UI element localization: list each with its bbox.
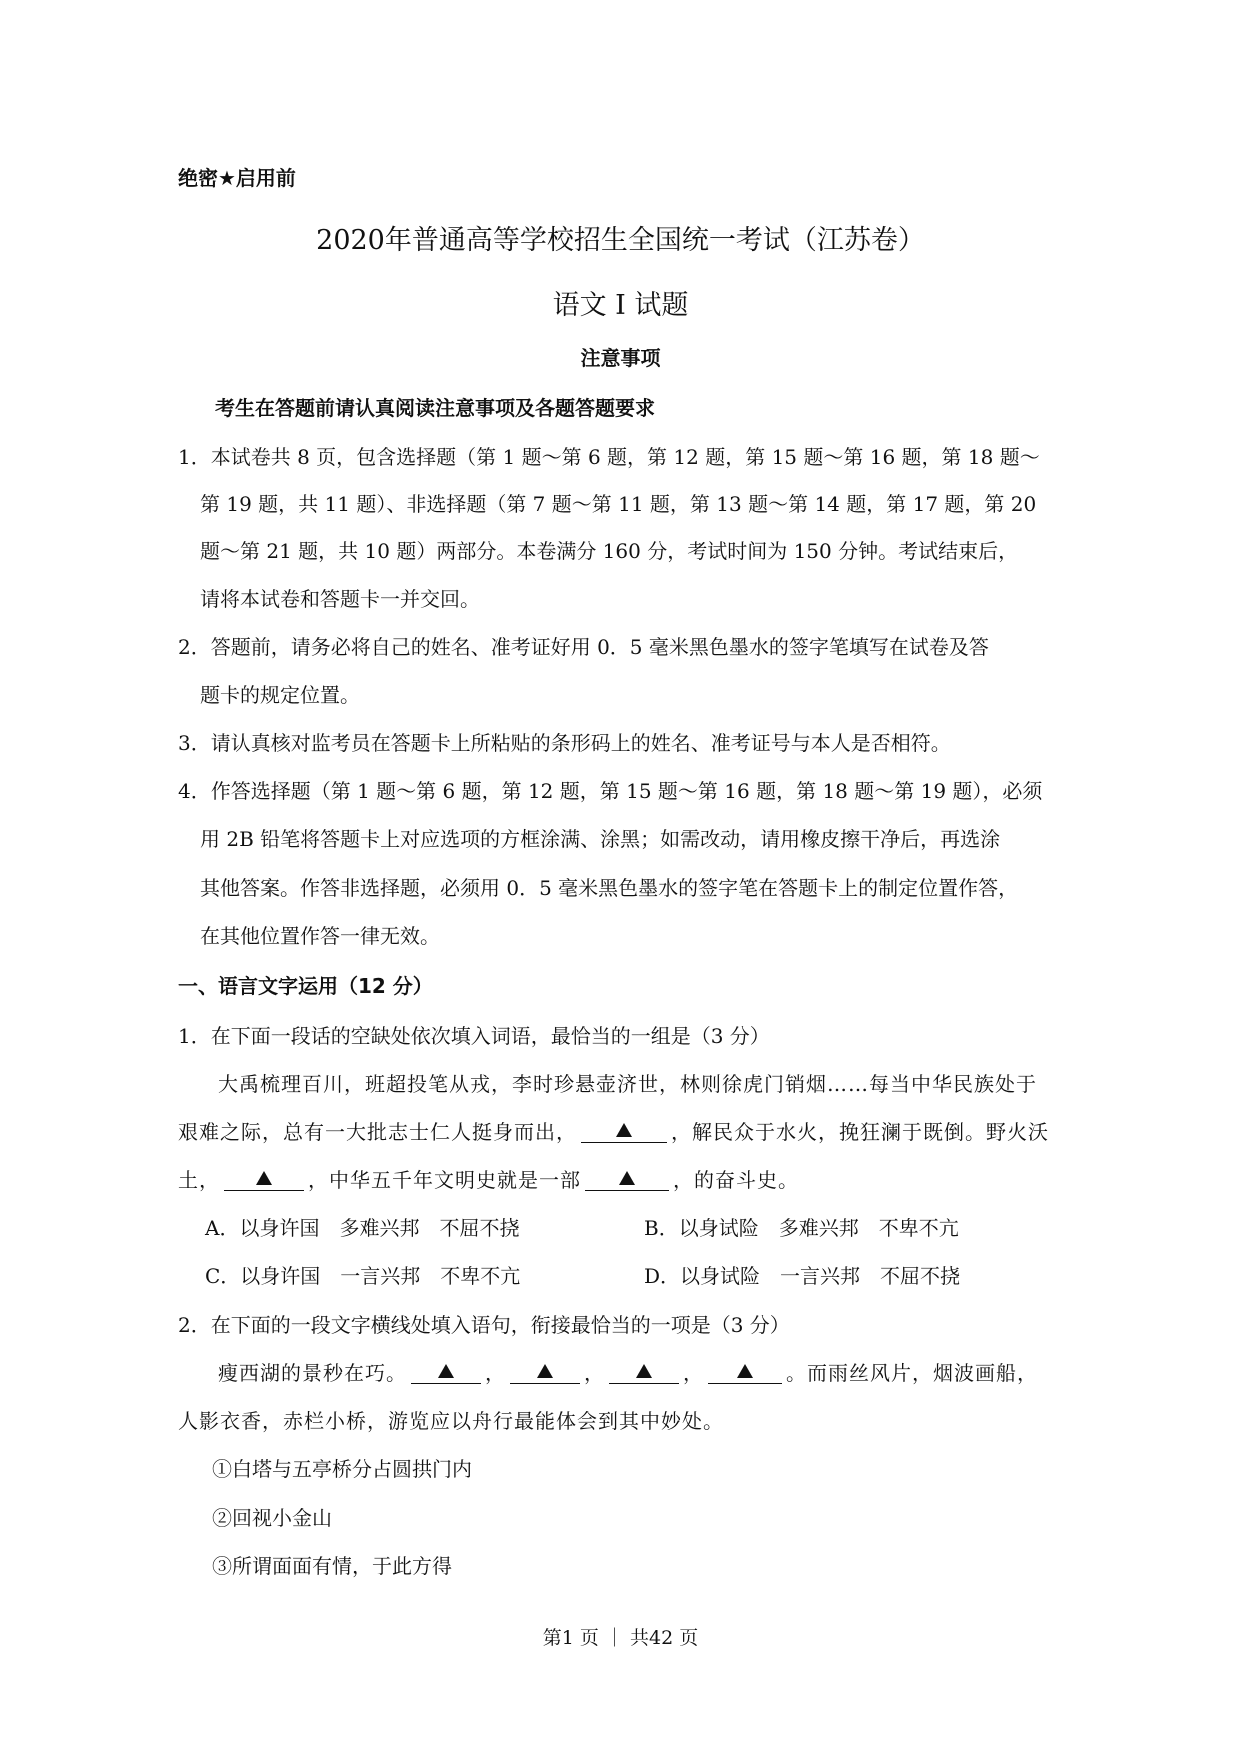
notice-line: 第 19 题，共 11 题）、非选择题（第 7 题～第 11 题，第 13 题～第 14 题，第 17 题，第 20 xyxy=(200,492,1037,516)
comma: ， xyxy=(683,1361,704,1385)
answer-blank[interactable] xyxy=(581,1122,667,1143)
triangle-icon xyxy=(636,1364,652,1378)
notice-line: 2．答题前，请务必将自己的姓名、准考证好用 0．5 毫米黑色墨水的签字笔填写在试卷及答 xyxy=(178,635,989,659)
option-d[interactable]: D．以身试险 一言兴邦 不屈不挠 xyxy=(644,1264,961,1288)
question-stem: 1．在下面一段话的空缺处依次填入词语，最恰当的一组是（3 分） xyxy=(178,1024,770,1048)
answer-blank[interactable] xyxy=(708,1363,782,1384)
passage-line xyxy=(178,1116,1049,1145)
passage-text: 。而雨丝风片，烟波画船， xyxy=(786,1361,1038,1385)
section-heading: 一、语言文字运用（12 分） xyxy=(178,974,433,998)
triangle-icon xyxy=(619,1171,635,1185)
answer-blank[interactable] xyxy=(585,1170,669,1191)
notice-line: 题～第 21 题，共 10 题）两部分。本卷满分 160 分，考试时间为 150 分钟。考试结束后， xyxy=(200,539,1019,563)
notice-line: 3．请认真核对监考员在答题卡上所粘贴的条形码上的姓名、准考证号与本人是否相符。 xyxy=(178,731,951,755)
triangle-icon xyxy=(737,1364,753,1378)
choice-item: ③所谓面面有情，于此方得 xyxy=(212,1554,452,1578)
option-b[interactable]: B．以身试险 多难兴邦 不卑不亢 xyxy=(644,1216,959,1240)
triangle-icon xyxy=(616,1123,632,1137)
passage-line: 大禹梳理百川，班超投笔从戎，李时珍悬壶济世，林则徐虎门销烟……每当中华民族处于 xyxy=(218,1072,1037,1096)
triangle-icon xyxy=(537,1364,553,1378)
comma: ， xyxy=(584,1361,605,1385)
notice-subtitle: 考生在答题前请认真阅读注意事项及各题答题要求 xyxy=(215,396,655,420)
choice-item: ①白塔与五亭桥分占圆拱门内 xyxy=(212,1457,472,1481)
comma: ， xyxy=(485,1361,506,1385)
notice-line: 其他答案。作答非选择题，必须用 0．5 毫米黑色墨水的签字笔在答题卡上的制定位置作答， xyxy=(200,876,1019,900)
passage-text: ，的奋斗史。 xyxy=(673,1168,799,1192)
passage-text: 土， xyxy=(178,1168,220,1192)
exam-subtitle: 语文 I 试题 xyxy=(552,290,689,321)
notice-line: 1．本试卷共 8 页，包含选择题（第 1 题～第 6 题，第 12 题，第 15 题～第 16 题，第 18 题～ xyxy=(178,445,1040,469)
passage-text: ，解民众于水火，挽狂澜于既倒。野火沃 xyxy=(671,1120,1049,1144)
page-footer: 第1 页 ｜ 共42 页 xyxy=(542,1627,699,1649)
passage-text: ，中华五千年文明史就是一部 xyxy=(308,1168,581,1192)
option-c[interactable]: C．以身许国 一言兴邦 不卑不亢 xyxy=(205,1264,521,1288)
triangle-icon xyxy=(256,1171,272,1185)
triangle-icon xyxy=(438,1364,454,1378)
passage-text: 瘦西湖的景秒在巧。 xyxy=(218,1361,407,1385)
notice-line: 题卡的规定位置。 xyxy=(200,683,360,707)
notice-title: 注意事项 xyxy=(580,346,661,370)
answer-blank[interactable] xyxy=(224,1170,304,1191)
notice-line: 4．作答选择题（第 1 题～第 6 题，第 12 题，第 15 题～第 16 题，第 18 题～第 19 题），必须 xyxy=(178,779,1043,803)
option-a[interactable]: A．以身许国 多难兴邦 不屈不挠 xyxy=(205,1216,520,1240)
question-stem: 2．在下面的一段文字横线处填入语句，衔接最恰当的一项是（3 分） xyxy=(178,1313,790,1337)
passage-text: 艰难之际，总有一大批志士仁人挺身而出， xyxy=(178,1120,577,1144)
notice-line: 请将本试卷和答题卡一并交回。 xyxy=(200,587,480,611)
passage-line xyxy=(178,1164,799,1193)
exam-title: 2020年普通高等学校招生全国统一考试（江苏卷） xyxy=(316,225,925,256)
passage-line: 人影衣香，赤栏小桥，游览应以舟行最能体会到其中妙处。 xyxy=(178,1409,724,1433)
choice-item: ②回视小金山 xyxy=(212,1506,332,1530)
secret-mark: 绝密★启用前 xyxy=(178,166,296,190)
answer-blank[interactable] xyxy=(510,1363,580,1384)
answer-blank[interactable] xyxy=(411,1363,481,1384)
notice-line: 在其他位置作答一律无效。 xyxy=(200,924,440,948)
notice-line: 用 2B 铅笔将答题卡上对应选项的方框涂满、涂黑；如需改动，请用橡皮擦干净后，再选涂 xyxy=(200,827,1001,851)
passage-line xyxy=(218,1357,1038,1386)
answer-blank[interactable] xyxy=(609,1363,679,1384)
